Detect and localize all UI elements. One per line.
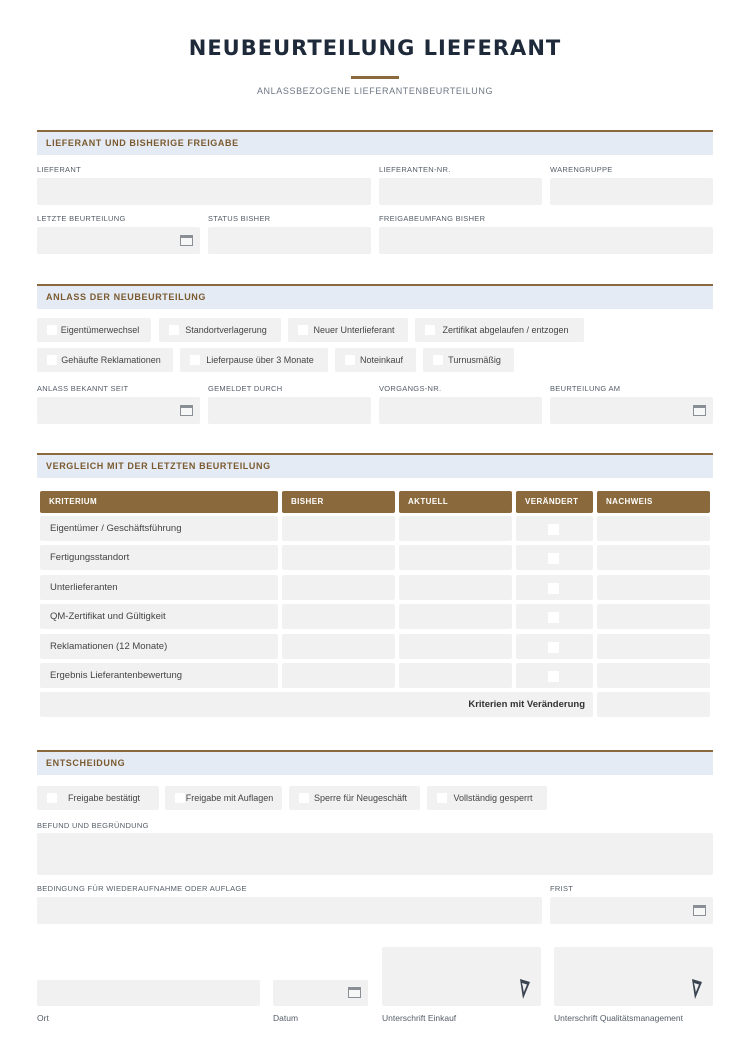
checkbox-standortverlagerung[interactable]: Standortverlagerung [159,318,281,342]
veraendert-checkbox[interactable] [548,642,559,653]
label-bedingung: BEDINGUNG FÜR WIEDERAUFNAHME ODER AUFLAGE [37,884,247,893]
aktuell-cell[interactable] [399,545,512,570]
checkbox-reklamationen[interactable]: Gehäufte Reklamationen [37,348,173,372]
nachweis-cell[interactable] [597,545,710,570]
gemeldet-durch-field[interactable] [208,397,371,424]
status-bisher-field[interactable] [208,227,371,254]
label-ort: Ort [37,1013,49,1023]
veraendert-checkbox[interactable] [548,612,559,623]
section-header-lieferant: LIEFERANT UND BISHERIGE FREIGABE [37,130,713,155]
label-unterschrift-qm: Unterschrift Qualitätsmanagement [554,1013,683,1023]
label-vorgangs-nr: VORGANGS-NR. [379,384,442,393]
label-lieferant: LIEFERANT [37,165,81,174]
aktuell-cell[interactable] [399,575,512,600]
checkbox-neuer-unterlieferant[interactable]: Neuer Unterlieferant [288,318,408,342]
section-header-vergleich: VERGLEICH MIT DER LETZTEN BEURTEILUNG [37,453,713,478]
checkbox-noteinkauf[interactable]: Noteinkauf [335,348,416,372]
label-befund: BEFUND UND BEGRÜNDUNG [37,821,149,830]
signature-qm-field[interactable] [554,947,713,1006]
calendar-icon[interactable] [180,405,193,416]
veraendert-checkbox[interactable] [548,524,559,535]
table-row-kriterium: Unterlieferanten [40,575,278,600]
signature-einkauf-field[interactable] [382,947,541,1006]
checkbox-freigabe-auflagen[interactable]: Freigabe mit Auflagen [165,786,282,810]
checkbox-zertifikat[interactable]: Zertifikat abgelaufen / entzogen [415,318,584,342]
checkbox-freigabe-bestaetigt[interactable]: Freigabe bestätigt [37,786,159,810]
veraendert-cell[interactable] [516,516,593,541]
label-warengruppe: WARENGRUPPE [550,165,613,174]
checkbox-sperre-neugeschaeft[interactable]: Sperre für Neugeschäft [289,786,420,810]
aktuell-cell[interactable] [399,516,512,541]
calendar-icon[interactable] [693,405,706,416]
summary-value-field[interactable] [597,692,710,717]
datum-field[interactable] [273,980,368,1006]
page-title: NEUBEURTEILUNG LIEFERANT [188,36,562,60]
bedingung-field[interactable] [37,897,542,924]
label-freigabeumfang: FREIGABEUMFANG BISHER [379,214,486,223]
pen-icon [689,978,703,1000]
section-header-anlass: ANLASS DER NEUBEURTEILUNG [37,284,713,309]
table-header-aktuell: AKTUELL [399,491,512,513]
ort-field[interactable] [37,980,260,1006]
table-row-kriterium: Reklamationen (12 Monate) [40,634,278,659]
freigabeumfang-field[interactable] [379,227,713,254]
bisher-cell[interactable] [282,604,395,629]
bisher-cell[interactable] [282,634,395,659]
table-header-kriterium: KRITERIUM [40,491,278,513]
label-letzte-beurteilung: LETZTE BEURTEILUNG [37,214,126,223]
calendar-icon[interactable] [180,235,193,246]
nachweis-cell[interactable] [597,575,710,600]
veraendert-checkbox[interactable] [548,583,559,594]
veraendert-checkbox[interactable] [548,553,559,564]
label-frist: FRIST [550,884,574,893]
bekannt-seit-date-field[interactable] [37,397,200,424]
aktuell-cell[interactable] [399,634,512,659]
warengruppe-field[interactable] [550,178,713,205]
table-row-kriterium: QM-Zertifikat und Gültigkeit [40,604,278,629]
aktuell-cell[interactable] [399,604,512,629]
section-header-entscheidung: ENTSCHEIDUNG [37,750,713,775]
befund-field[interactable] [37,833,713,875]
label-datum: Datum [273,1013,299,1023]
bisher-cell[interactable] [282,575,395,600]
label-lieferanten-nr: LIEFERANTEN-NR. [379,165,451,174]
checkbox-lieferpause[interactable]: Lieferpause über 3 Monate [180,348,328,372]
frist-date-field[interactable] [550,897,713,924]
nachweis-cell[interactable] [597,634,710,659]
label-status-bisher: STATUS BISHER [208,214,271,223]
checkbox-vollstaendig-gesperrt[interactable]: Vollständig gesperrt [427,786,547,810]
veraendert-cell[interactable] [516,545,593,570]
title-divider [351,76,399,79]
veraendert-cell[interactable] [516,634,593,659]
letzte-beurteilung-date-field[interactable] [37,227,200,254]
summary-row [40,692,593,717]
bisher-cell[interactable] [282,516,395,541]
vorgangs-nr-field[interactable] [379,397,542,424]
label-beurteilung-am: BEURTEILUNG AM [550,384,621,393]
veraendert-checkbox[interactable] [548,671,559,682]
veraendert-cell[interactable] [516,575,593,600]
lieferant-field[interactable] [37,178,371,205]
label-unterschrift-einkauf: Unterschrift Einkauf [382,1013,457,1023]
nachweis-cell[interactable] [597,663,710,688]
table-header-bisher: BISHER [282,491,395,513]
table-row-kriterium: Eigentümer / Geschäftsführung [40,516,278,541]
pen-icon [517,978,531,1000]
aktuell-cell[interactable] [399,663,512,688]
nachweis-cell[interactable] [597,604,710,629]
checkbox-eigentuemerwechsel[interactable]: Eigentümerwechsel [37,318,151,342]
beurteilung-am-date-field[interactable] [550,397,713,424]
bisher-cell[interactable] [282,545,395,570]
label-bekannt-seit: ANLASS BEKANNT SEIT [37,384,129,393]
page-subtitle: ANLASSBEZOGENE LIEFERANTENBEURTEILUNG [256,86,494,96]
nachweis-cell[interactable] [597,516,710,541]
veraendert-cell[interactable] [516,663,593,688]
checkbox-turnusmaessig[interactable]: Turnusmäßig [423,348,514,372]
summary-label: Kriterien mit Veränderung [468,699,585,710]
table-row-kriterium: Ergebnis Lieferantenbewertung [40,663,278,688]
lieferanten-nr-field[interactable] [379,178,542,205]
table-row-kriterium: Fertigungsstandort [40,545,278,570]
calendar-icon[interactable] [348,987,361,998]
veraendert-cell[interactable] [516,604,593,629]
label-gemeldet-durch: GEMELDET DURCH [208,384,283,393]
table-header-veraendert: VERÄNDERT [516,491,593,513]
bisher-cell[interactable] [282,663,395,688]
table-header-nachweis: NACHWEIS [597,491,710,513]
calendar-icon[interactable] [693,905,706,916]
